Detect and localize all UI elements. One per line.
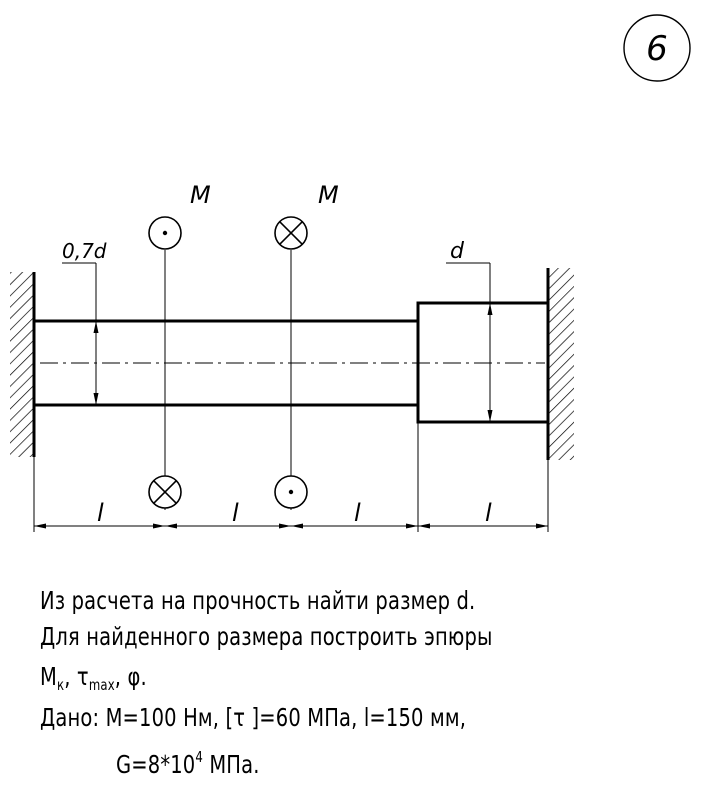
torque-2-label: M bbox=[318, 181, 339, 209]
dim-large-diameter bbox=[446, 239, 493, 422]
task-line-4: Дано: M=100 Нм, [τ ]=60 МПа, l=150 мм, bbox=[40, 703, 467, 732]
variant-badge bbox=[624, 15, 690, 81]
tau-symbol: τ bbox=[76, 662, 89, 691]
separator-1: , bbox=[64, 662, 77, 691]
left-fixed-support bbox=[10, 272, 34, 457]
length-3-label: l bbox=[354, 499, 361, 527]
tau-subscript: max bbox=[88, 676, 115, 694]
length-4-label: l bbox=[485, 499, 492, 527]
phi-part: , φ. bbox=[114, 662, 147, 691]
task-line-3 bbox=[40, 662, 147, 694]
task-line-2: Для найденного размера построить эпюры bbox=[40, 622, 493, 651]
length-1-label: l bbox=[97, 499, 104, 527]
task-line-1: Из расчета на прочность найти размер d. bbox=[40, 586, 476, 615]
task-line-5 bbox=[116, 748, 260, 779]
torque-subscript: к bbox=[56, 676, 65, 694]
dim-small-diameter-label: 0,7d bbox=[62, 239, 107, 263]
modulus-exponent: 4 bbox=[195, 748, 203, 766]
right-fixed-support bbox=[548, 268, 574, 460]
torque-1 bbox=[149, 181, 211, 510]
dim-large-diameter-label: d bbox=[450, 239, 464, 264]
length-2-label: l bbox=[232, 499, 239, 527]
torque-2 bbox=[275, 181, 339, 510]
modulus-value: G=8*10 bbox=[116, 750, 196, 779]
torque-1-label: M bbox=[190, 181, 211, 209]
torque-symbol: M bbox=[40, 662, 57, 691]
modulus-unit: МПа. bbox=[202, 750, 260, 779]
variant-number: 6 bbox=[646, 29, 668, 69]
